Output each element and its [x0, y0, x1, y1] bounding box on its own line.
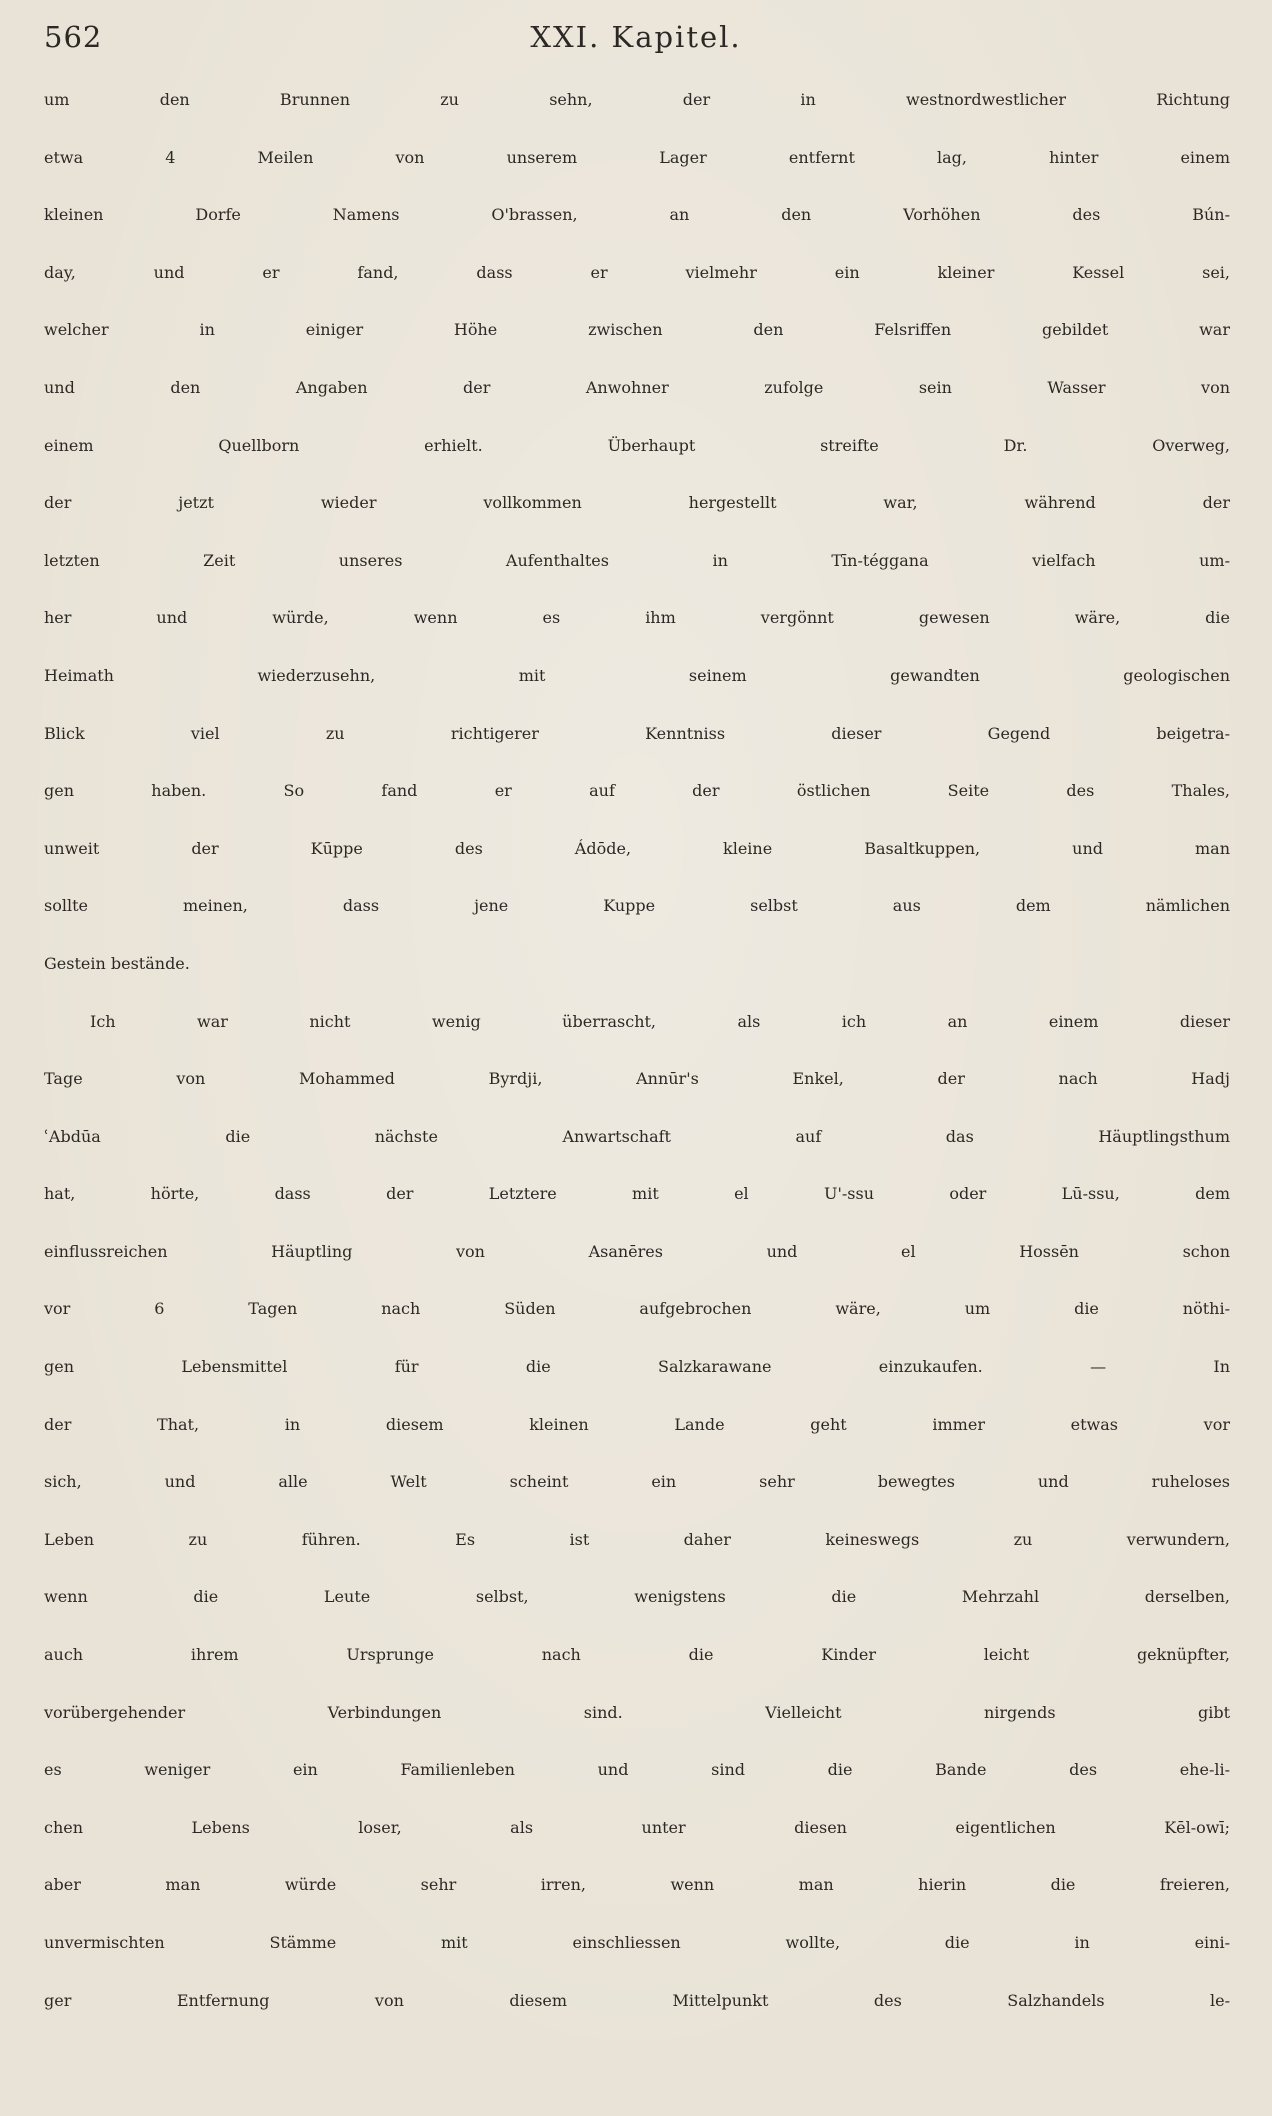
text-line: Heimath wiederzusehn, mit seinem gewandten geologischen: [44, 665, 1230, 685]
text-line: einflussreichen Häuptling von Asanēres und el Hossēn schon: [44, 1241, 1230, 1261]
text-line: der That, in diesem kleinen Lande geht immer etwas vor: [44, 1414, 1230, 1434]
text-line: gen Lebensmittel für die Salzkarawane einzukaufen. — In: [44, 1357, 1230, 1377]
text-line: ʿAbdūa die nächste Anwartschaft auf das Häuptlingsthum: [44, 1126, 1230, 1146]
text-line: vor 6 Tagen nach Süden aufgebrochen wäre, um die nöthi-: [44, 1299, 1230, 1319]
text-line: kleinen Dorfe Namens O'brassen, an den Vorhöhen des Bún-: [44, 205, 1230, 225]
text-line: chen Lebens loser, als unter diesen eigentlichen Kēl-owī;: [44, 1817, 1230, 1837]
page-number: 562: [44, 20, 103, 54]
text-line: etwa 4 Meilen von unserem Lager entfernt lag, hinter einem: [44, 147, 1230, 167]
text-line: day, und er fand, dass er vielmehr ein kleiner Kessel sei,: [44, 262, 1230, 282]
paragraph-2: [44, 1012, 1230, 2049]
text-line: welcher in einiger Höhe zwischen den Felsriffen gebildet war: [44, 320, 1230, 340]
text-line: und den Angaben der Anwohner zufolge sein Wasser von: [44, 377, 1230, 397]
text-line: wenn die Leute selbst, wenigstens die Mehrzahl derselben,: [44, 1587, 1230, 1607]
text-line: hat, hörte, dass der Letztere mit el U'-ssu oder Lū-ssu, dem: [44, 1184, 1230, 1204]
text-line: um den Brunnen zu sehn, der in westnordwestlicher Richtung: [44, 90, 1230, 109]
text-line: gen haben. So fand er auf der östlichen Seite des Thales,: [44, 781, 1230, 801]
running-head: [44, 14, 1228, 64]
text-line: sich, und alle Welt scheint ein sehr bewegtes und ruheloses: [44, 1472, 1230, 1492]
text-line: aber man würde sehr irren, wenn man hierin die freieren,: [44, 1875, 1230, 1895]
chapter-title: XXI. Kapitel.: [530, 20, 742, 54]
text-line: ger Entfernung von diesem Mittelpunkt des Salzhandels le-: [44, 1990, 1230, 2010]
text-line: letzten Zeit unseres Aufenthaltes in Tīn-téggana vielfach um-: [44, 550, 1230, 570]
text-line: vorübergehender Verbindungen sind. Vielleicht nirgends gibt: [44, 1702, 1230, 1722]
text-line: unvermischten Stämme mit einschliessen wollte, die in eini-: [44, 1933, 1230, 1952]
text-line: der jetzt wieder vollkommen hergestellt war, während der: [44, 493, 1230, 513]
text-line: her und würde, wenn es ihm vergönnt gewesen wäre, die: [44, 608, 1230, 628]
text-line: Leben zu führen. Es ist daher keineswegs zu verwundern,: [44, 1529, 1230, 1549]
text-line: Tage von Mohammed Byrdji, Annūr's Enkel, der nach Hadj: [44, 1069, 1230, 1089]
paragraph-1: [44, 90, 1230, 1012]
text-line: unweit der Kūppe des Ádōde, kleine Basaltkuppen, und man: [44, 838, 1230, 858]
text-line: es weniger ein Familienleben und sind die Bande des ehe-li-: [44, 1760, 1230, 1780]
text-line: Blick viel zu richtigerer Kenntniss dieser Gegend beigetra-: [44, 723, 1230, 743]
text-line: sollte meinen, dass jene Kuppe selbst aus dem nämlichen: [44, 896, 1230, 916]
text-line: Gestein bestände.: [44, 953, 190, 973]
body-text: [44, 90, 1230, 2048]
text-line: einem Quellborn erhielt. Überhaupt streifte Dr. Overweg,: [44, 435, 1230, 455]
text-line: auch ihrem Ursprunge nach die Kinder leicht geknüpfter,: [44, 1645, 1230, 1665]
text-line: Ich war nicht wenig überrascht, als ich an einem dieser: [90, 1011, 1230, 1031]
